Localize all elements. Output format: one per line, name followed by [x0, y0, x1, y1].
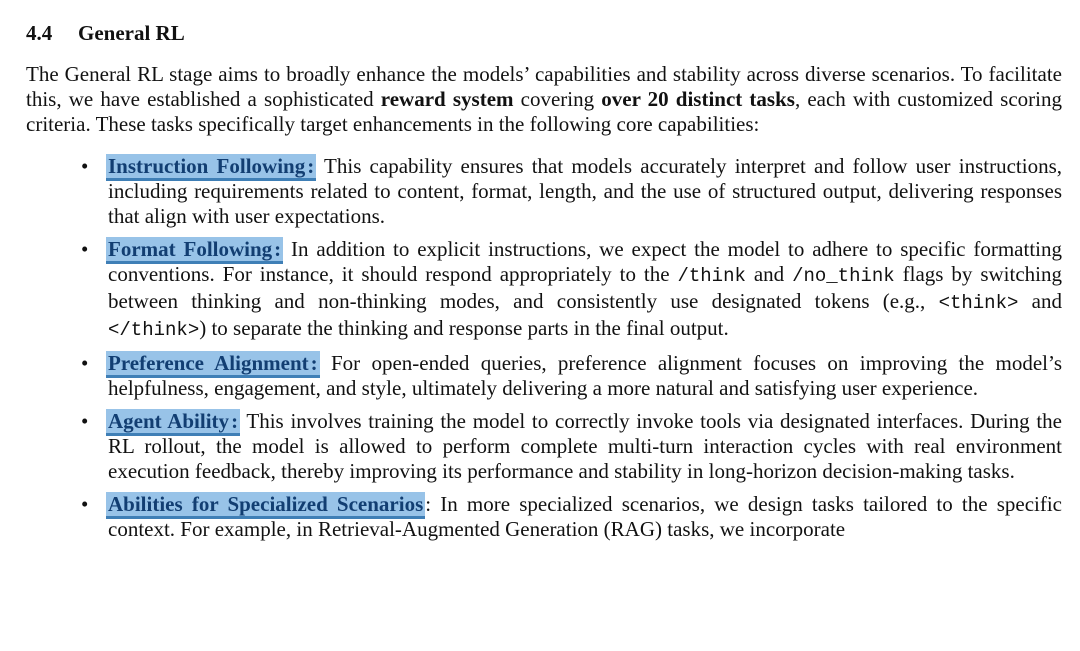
intro-paragraph: [26, 62, 1062, 137]
intro-text-3: , each with customized scoring criteria. These tasks specifically target enhancements in the following core capabilities:: [26, 87, 1062, 136]
intro-text-1: The General RL stage aims to broadly enhance the models’ capabilities and stability across diverse scenarios. To facilitate this, we have established a sophisticated: [26, 62, 1062, 111]
bullet-text: In more specialized scenarios, we design tasks tailored to the specific context. For example, in Retrieval-Augmented Generation (RAG) tasks, we incorporate: [108, 492, 1062, 541]
bullet-text: This involves training the model to correctly invoke tools via designated interfaces. During the RL rollout, the model is allowed to perform complete multi-turn interaction cycles with real environment execution feedback, thereby improving its performance and stability in long-horizon decision-making tasks.: [108, 409, 1063, 483]
list-item-instruction-following: [26, 154, 1062, 229]
intro-bold-reward-system: reward system: [380, 87, 514, 111]
code-think-open-token: <think>: [938, 292, 1019, 314]
bullet-text: ) to separate the thinking and response parts in the final output.: [199, 316, 729, 340]
highlighted-colon: :: [272, 237, 283, 264]
highlighted-term: Format Following: [106, 237, 274, 264]
highlighted-term: Agent Ability: [106, 409, 231, 436]
bullet-icon: •: [81, 154, 89, 178]
intro-text-2: covering: [513, 87, 602, 111]
bullet-text: In addition to explicit instructions, we expect the model to adhere to specific formatting conventions. For instance, it should respond appropriately to the: [108, 237, 1063, 286]
list-item-agent-ability: [26, 409, 1062, 484]
paper-page: [26, 18, 1062, 550]
code-no-think-flag: /no_think: [792, 265, 895, 287]
section-heading: [26, 18, 1062, 48]
bullet-icon: •: [81, 409, 89, 433]
bullet-colon: :: [425, 492, 432, 516]
highlighted-term: Instruction Following: [106, 154, 307, 181]
bullet-text: and: [745, 262, 793, 286]
list-item-specialized-scenarios: [26, 492, 1062, 542]
code-think-close-token: </think>: [108, 319, 200, 341]
highlighted-colon: :: [309, 351, 320, 378]
section-title: General RL: [78, 21, 185, 45]
bullet-text: For open-ended queries, preference alignment focuses on improving the model’s helpfulness, engagement, and style, ultimately delivering a more natural and satisfying user experience.: [108, 351, 1063, 400]
bullet-text: and: [1018, 289, 1062, 313]
intro-bold-task-count: over 20 distinct tasks: [601, 87, 795, 111]
capabilities-list: [26, 154, 1062, 542]
bullet-text: flags by switching between thinking and non-thinking modes, and consistently use designated tokens (e.g.,: [108, 262, 1062, 313]
bullet-icon: •: [81, 492, 89, 516]
list-item-format-following: [26, 237, 1062, 343]
section-number: 4.4: [26, 21, 53, 45]
highlighted-colon: :: [305, 154, 316, 181]
bullet-icon: •: [81, 351, 89, 375]
list-item-preference-alignment: [26, 351, 1062, 401]
bullet-text: This capability ensures that models accurately interpret and follow user instructions, including requirements related to content, format, length, and the use of structured output, delivering responses that align with user expectations.: [108, 154, 1062, 228]
bullet-icon: •: [81, 237, 89, 261]
highlighted-term: Abilities for Specialized Scenarios: [106, 492, 425, 519]
highlighted-term: Preference Alignment: [106, 351, 311, 378]
highlighted-colon: :: [229, 409, 240, 436]
code-think-flag: /think: [677, 265, 746, 287]
